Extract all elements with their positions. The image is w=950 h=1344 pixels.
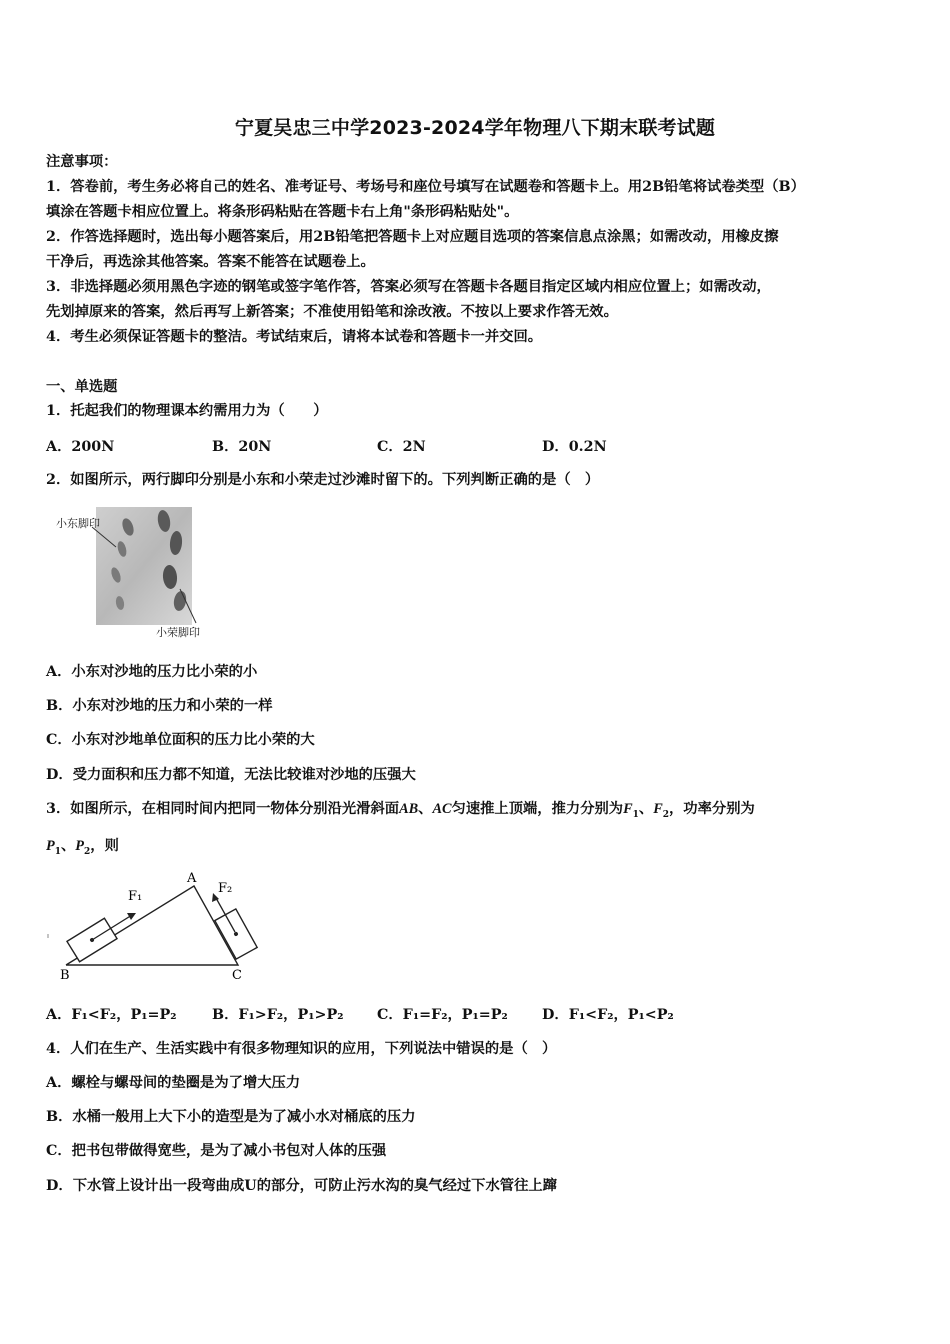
slope-ab: AB [399, 801, 419, 817]
stem-text: 3．如图所示，在相同时间内把同一物体分别沿光滑斜面 [46, 801, 400, 817]
question-2-option-d: D．受力面积和压力都不知道，无法比较谁对沙地的压强大 [46, 767, 416, 783]
subscript: 2 [84, 846, 91, 857]
separator: 、 [61, 838, 76, 854]
force-f2-label: F₂ [218, 881, 233, 896]
page-title: 宁夏吴忠三中学2023-2024学年物理八下期末联考试题 [234, 117, 716, 139]
question-4-option-d: D．下水管上设计出一段弯曲成U的部分，可防止污水沟的臭气经过下水管往上蹿 [46, 1178, 557, 1194]
force-f1-label: F₁ [128, 889, 143, 904]
notice-line: 3．非选择题必须用黑色字迹的钢笔或签字笔作答，答案必须写在答题卡各题目指定区域内相应位置上；如需改动， [46, 279, 771, 295]
option-a: A．200N [46, 439, 115, 455]
notice-line: 4．考生必须保证答题卡的整洁。考试结束后，请将本试卷和答题卡一并交回。 [46, 329, 543, 345]
question-2-option-c: C．小东对沙地单位面积的压力比小荣的大 [46, 732, 315, 748]
power-p1: P [46, 838, 55, 854]
separator: 、 [418, 801, 433, 817]
option-c: C．2N [377, 439, 426, 455]
separator: 、 [638, 801, 654, 817]
notice-line: 干净后，再选涂其他答案。答案不能答在试题卷上。 [46, 254, 375, 270]
notice-line: 1．答卷前，考生务必将自己的姓名、准考证号、考场号和座位号填写在试题卷和答题卡上。用2B铅笔将试卷类型（B） [46, 179, 805, 195]
stem-text: ，功率分别为 [669, 801, 755, 817]
stem-text: 匀速推上顶端，推力分别为 [451, 801, 624, 817]
question-4-stem: 4．人们在生产、生活实践中有很多物理知识的应用，下列说法中错误的是（ ） [46, 1041, 557, 1057]
footprints-photo [56, 505, 216, 640]
section-heading: 一、单选题 [46, 379, 118, 395]
question-2-option-a: A．小东对沙地的压力比小荣的小 [46, 664, 258, 680]
slope-ac: AC [432, 801, 452, 817]
vertex-b: B [60, 968, 70, 983]
label-xiaodong: 小东脚印 [56, 517, 100, 530]
vertex-c: C [232, 968, 242, 983]
question-4-option-a: A．螺栓与螺母间的垫圈是为了增大压力 [46, 1075, 301, 1091]
question-2-stem: 2．如图所示，两行脚印分别是小东和小荣走过沙滩时留下的。下列判断正确的是（ ） [46, 472, 600, 488]
stem-text: ，则 [90, 838, 119, 854]
incline-diagram [44, 868, 264, 983]
question-4-option-c: C．把书包带做得宽些，是为了减小书包对人体的压强 [46, 1143, 387, 1159]
question-1-stem: 1．托起我们的物理课本约需用力为（ ） [46, 403, 328, 419]
notice-line: 2．作答选择题时，选出每小题答案后，用2B铅笔把答题卡上对应题目选项的答案信息点涂黑；如需改动，用橡皮擦 [46, 229, 779, 245]
option-d: D．0.2N [542, 439, 607, 455]
notice-line: 先划掉原来的答案，然后再写上新答案；不准使用铅笔和涂改液。不按以上要求作答无效。 [46, 304, 618, 320]
force-f1: F [623, 801, 633, 817]
force-f2: F [653, 801, 663, 817]
option-c: C．F₁=F₂，P₁=P₂ [377, 1007, 508, 1023]
notice-line: 填涂在答题卡相应位置上。将条形码粘贴在答题卡右上角"条形码粘贴处"。 [46, 204, 519, 220]
option-a: A．F₁<F₂，P₁=P₂ [46, 1007, 177, 1023]
question-3-stem [46, 799, 910, 825]
question-4-option-b: B．水桶一般用上大下小的造型是为了减小水对桶底的压力 [46, 1109, 416, 1125]
question-3-stem-cont [46, 836, 910, 862]
question-2-option-b: B．小东对沙地的压力和小荣的一样 [46, 698, 273, 714]
vertex-a: A [187, 871, 197, 886]
option-b: B．F₁>F₂，P₁>P₂ [212, 1007, 344, 1023]
power-p2: P [75, 838, 85, 854]
subscript: 1 [632, 809, 639, 820]
notice-heading: 注意事项： [46, 154, 118, 170]
subscript: 2 [662, 809, 670, 820]
option-b: B．20N [212, 439, 272, 455]
option-d: D．F₁<F₂，P₁<P₂ [542, 1007, 674, 1023]
subscript: 1 [54, 846, 61, 857]
label-xiaorong: 小荣脚印 [156, 626, 200, 639]
